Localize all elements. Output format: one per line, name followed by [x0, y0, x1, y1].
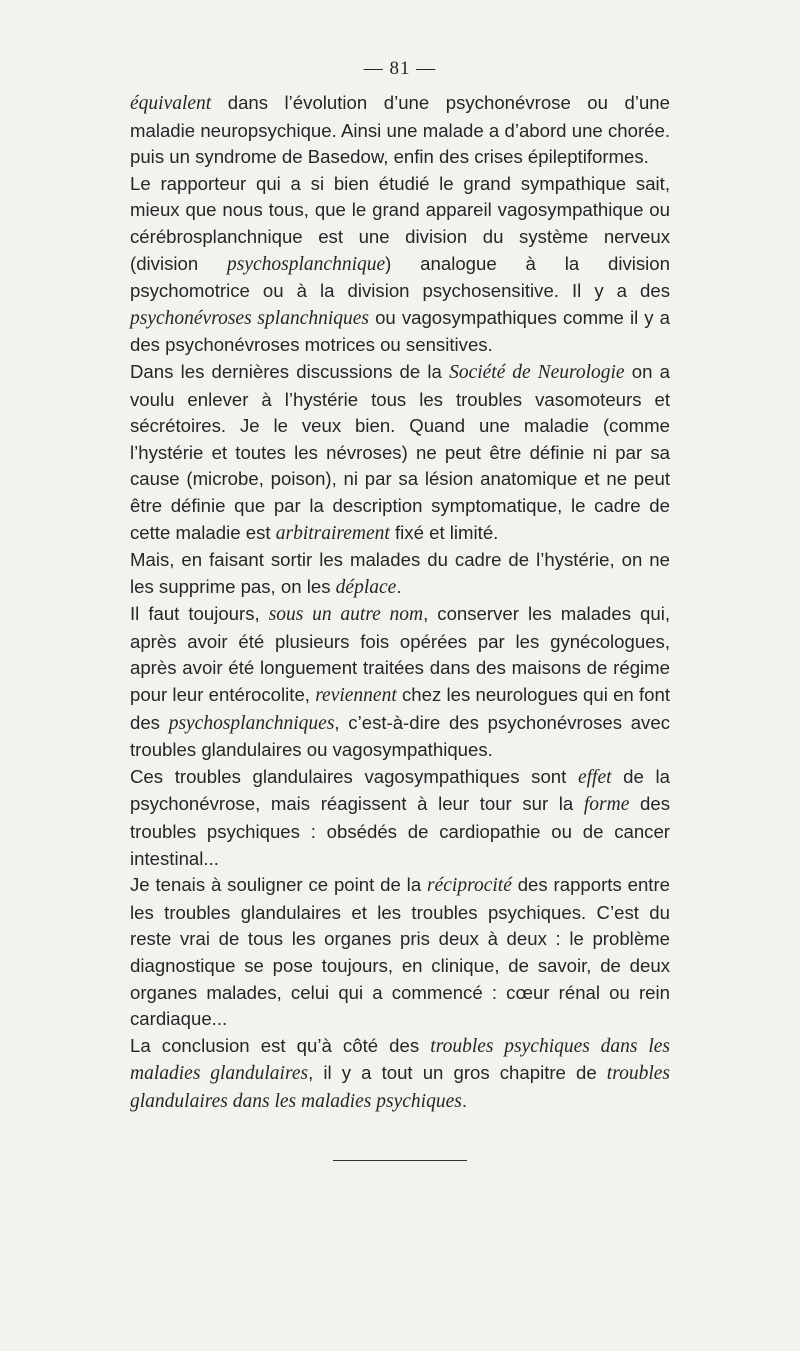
italic-phrase: déplace	[335, 576, 397, 598]
italic-phrase: réciprocité	[427, 875, 512, 897]
paragraph-1: équivalent dans l’évolution d’une psychonévrose ou d’une maladie neuropsychique. Ainsi une malade a d’abord une chorée. puis un syndrome de Basedow, enfin des crises épileptiformes.	[130, 92, 670, 168]
italic-phrase: reviennent	[315, 685, 397, 707]
italic-phrase: Société de Neurologie	[449, 361, 625, 383]
italic-phrase: effet	[577, 766, 612, 788]
italic-phrase: troubles glandulaires dans les maladies psychiques	[130, 1063, 670, 1112]
closing-rule	[333, 1160, 467, 1161]
paragraph-4: Mais, en faisant sortir les malades du cadre de l’hystérie, on ne les supprime pas, on les déplace.	[130, 549, 670, 598]
body-text	[130, 90, 670, 1116]
italic-phrase: équivalent	[130, 93, 212, 114]
paragraph-3: Dans les dernières discussions de la Société de Neurologie on a voulu enlever à l’hystérie tous les troubles vasomoteurs et sécrétoires. Je le veux bien. Quand une maladie (comme l’hystérie et toutes les névroses) ne peut être définie ni par sa cause (microbe, poison), ni par sa lésion anatomique et ne peut être définie que par la description symptomatique, le cadre de cette maladie est arbitrairement fixé et limité.	[130, 360, 670, 544]
paragraph-7: Je tenais à souligner ce point de la réciprocité des rapports entre les troubles glandulaires et les troubles psychiques. C’est du reste vrai de tous les organes pris deux à deux : le problème diagnostique se pose toujours, en clinique, de savoir, de deux organes malades, celui qui a commencé : cœur rénal ou rein cardiaque...	[130, 874, 670, 1030]
italic-phrase: psychosplanchnique	[227, 253, 386, 275]
italic-phrase: troubles psychiques dans les maladies glandulaires	[130, 1035, 670, 1085]
italic-phrase: psychonévroses splanchniques	[130, 307, 370, 329]
paragraph-6: Ces troubles glandulaires vagosympathiques sont effet de la psychonévrose, mais réagissent à leur tour sur la forme des troubles psychiques : obsédés de cardiopathie ou de cancer intestinal...	[130, 765, 670, 869]
italic-phrase: sous un autre nom	[268, 604, 424, 626]
paragraph-8: La conclusion est qu’à côté des troubles psychiques dans les maladies glandulaires, il y a tout un gros chapitre de troubles glandulaires dans les maladies psychiques.	[130, 1034, 670, 1112]
italic-phrase: forme	[583, 794, 630, 816]
paragraph-2: Le rapporteur qui a si bien étudié le grand sympathique sait, mieux que nous tous, que le grand appareil vagosympathique ou cérébrosplanchnique est une division du système nerveux (division psychosplanchnique) analogue à la division psychomotrice ou à la division psychosensitive. Il y a des psychonévroses splanchniques ou vagosympathiques comme il y a des psychonévroses motrices ou sensitives.	[130, 172, 671, 356]
page-number: — 81 —	[363, 58, 437, 79]
italic-phrase: arbitrairement	[275, 522, 390, 544]
paragraph-5: Il faut toujours, sous un autre nom, conserver les malades qui, après avoir été plusieurs fois opérées par les gynécologues, après avoir été longuement traitées dans des maisons de régime pour leur entérocolite, reviennent chez les neurologues qui en font des psychosplanchniques, c’est-à-dire des psychonévroses avec troubles glandulaires ou vagosympathiques.	[130, 603, 671, 761]
italic-phrase: psychosplanchniques	[168, 712, 335, 734]
